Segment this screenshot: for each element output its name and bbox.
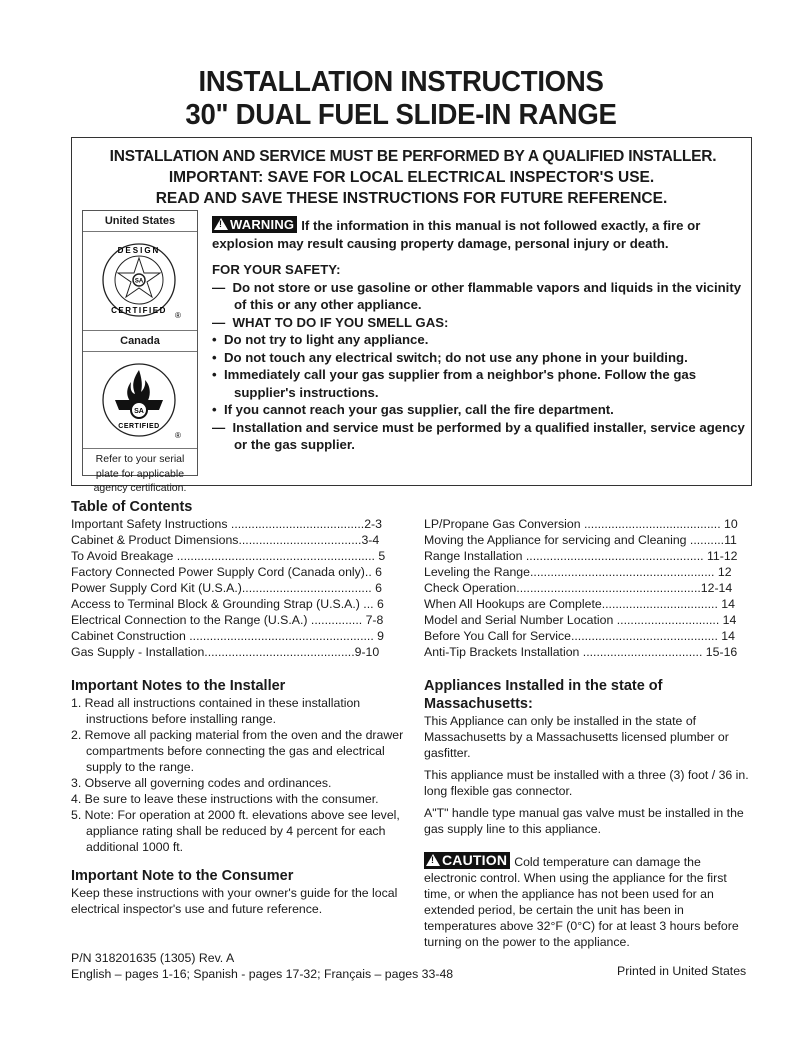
toc-item[interactable]: Gas Supply - Installation............................................9-10: [71, 645, 380, 659]
warning-badge: !WARNING: [212, 216, 297, 233]
toc-item[interactable]: Access to Terminal Block & Grounding Strap (U.S.A.) ... 6: [71, 597, 384, 611]
installer-note-item: 3. Observe all governing codes and ordinances.: [71, 776, 332, 790]
installer-notes-heading: Important Notes to the Installer: [71, 678, 286, 694]
toc-item[interactable]: Leveling the Range...................................................... 12: [424, 565, 732, 579]
toc-item[interactable]: Cabinet & Product Dimensions....................................3-4: [71, 533, 380, 547]
safety-item: — Installation and service must be performed by a qualified installer, service agency or the gas supplier.: [212, 419, 745, 452]
svg-text:CERTIFIED: CERTIFIED: [111, 306, 167, 315]
csa-certified-logo-icon: [83, 352, 197, 449]
toc-item[interactable]: To Avoid Breakage .......................................................... 5: [71, 549, 386, 563]
safety-item: • Do not touch any electrical switch; do not use any phone in your building.: [212, 349, 688, 365]
installer-note-item: 2. Remove all packing material from the oven and the drawer compartments before connecting the gas and electrical supply to the range.: [71, 728, 404, 774]
massachusetts-paragraph: This appliance must be installed with a three (3) foot / 36 in. long flexible gas connector.: [424, 768, 749, 798]
massachusetts-paragraph: This Appliance can only be installed in the state of Massachusetts by a Massachusetts licensed plumber or gasfitter.: [424, 714, 729, 760]
toc-item[interactable]: LP/Propane Gas Conversion ........................................ 10: [424, 517, 738, 531]
svg-text:®: ®: [175, 431, 181, 440]
document-title-line2: 30" DUAL FUEL SLIDE-IN RANGE: [185, 99, 617, 131]
consumer-note-text: Keep these instructions with your owner's guide for the local electrical inspector's use and future reference.: [71, 886, 398, 916]
language-pages: English – pages 1-16; Spanish - pages 17-32; Français – pages 33-48: [71, 967, 454, 981]
safety-item: • Immediately call your gas supplier from a neighbor's phone. Follow the gas supplier's instructions.: [212, 367, 697, 400]
toc-item[interactable]: Power Supply Cord Kit (U.S.A.)...................................... 6: [71, 581, 382, 595]
safety-item: — Do not store or use gasoline or other flammable vapors and liquids in the vicinity of this or any other appliance.: [212, 279, 742, 312]
svg-text:SA: SA: [134, 408, 144, 415]
toc-item[interactable]: Range Installation .................................................... 11-12: [424, 549, 738, 563]
notice-heading-save: READ AND SAVE THESE INSTRUCTIONS FOR FUTURE REFERENCE.: [155, 190, 668, 207]
svg-text:CERTIFIED: CERTIFIED: [118, 423, 160, 430]
toc-heading: Table of Contents: [71, 499, 193, 515]
cert-label-canada: Canada: [83, 331, 197, 352]
massachusetts-paragraph: A"T" handle type manual gas valve must be installed in the gas supply line to this appliance.: [424, 806, 744, 836]
toc-right-column: [424, 516, 764, 660]
toc-left-column: [71, 498, 411, 660]
notice-heading-inspector: IMPORTANT: SAVE FOR LOCAL ELECTRICAL INSPECTOR'S USE.: [168, 169, 655, 186]
svg-text:SA: SA: [134, 278, 144, 285]
massachusetts-heading: Appliances Installed in the state of Massachusetts:: [424, 678, 663, 712]
toc-item[interactable]: Moving the Appliance for servicing and Cleaning ..........11: [424, 533, 737, 547]
certification-panel: [82, 210, 198, 494]
toc-item[interactable]: Important Safety Instructions .......................................2-3: [71, 517, 382, 531]
alert-triangle-icon: [214, 218, 228, 230]
safety-list: [212, 261, 752, 454]
toc-item[interactable]: Anti-Tip Brackets Installation ................................... 15-16: [424, 645, 738, 659]
notice-heading-installer: INSTALLATION AND SERVICE MUST BE PERFORMED BY A QUALIFIED INSTALLER.: [109, 148, 717, 165]
installer-note-item: 4. Be sure to leave these instructions with the consumer.: [71, 792, 379, 806]
toc-item[interactable]: Cabinet Construction ...................................................... 9: [71, 629, 385, 643]
alert-triangle-icon: [426, 854, 440, 866]
installer-notes-section: [71, 677, 411, 855]
installer-note-item: 5. Note: For operation at 2000 ft. elevations above see level, appliance rating shall be reduced by 4 percent for each additional 1000 ft.: [71, 808, 400, 854]
cert-label-us: United States: [83, 211, 197, 232]
caution-block: [424, 852, 744, 950]
caution-badge: !CAUTION: [424, 852, 510, 869]
installer-note-item: 1. Read all instructions contained in these installation instructions before installing range.: [71, 696, 361, 726]
svg-text:®: ®: [175, 311, 181, 320]
caution-text: Cold temperature can damage the electronic control. When using the appliance for the first time, or when the appliance has not been used for an extended period, be certain the unit has been in temperatures above 32°F (0°C) for at least 3 hours before turning on the power to the appliance.: [424, 855, 739, 949]
safety-item: • If you cannot reach your gas supplier, call the fire department.: [212, 402, 614, 417]
safety-item: • Do not try to light any appliance.: [212, 332, 429, 347]
toc-item[interactable]: Before You Call for Service........................................... 14: [424, 629, 735, 643]
toc-item[interactable]: Model and Serial Number Location .............................. 14: [424, 613, 737, 627]
massachusetts-section: [424, 677, 759, 843]
toc-item[interactable]: When All Hookups are Complete.................................. 14: [424, 597, 735, 611]
toc-item[interactable]: Check Operation......................................................12-14: [424, 581, 733, 595]
printed-in: Printed in United States: [617, 964, 747, 978]
warning-text: If the information in this manual is not followed exactly, a fire or explosion may result causing property damage, personal injury or death.: [212, 218, 701, 251]
safety-notice-box: [71, 137, 752, 494]
safety-item: — WHAT TO DO IF YOU SMELL GAS:: [212, 314, 449, 330]
svg-text:DESIGN: DESIGN: [117, 246, 161, 255]
consumer-note-heading: Important Note to the Consumer: [71, 868, 294, 884]
part-number: P/N 318201635 (1305) Rev. A: [71, 951, 235, 965]
document-title-line1: INSTALLATION INSTRUCTIONS: [198, 66, 604, 98]
consumer-note-section: [71, 867, 411, 917]
safety-heading: FOR YOUR SAFETY:: [212, 262, 341, 277]
toc-item[interactable]: Factory Connected Power Supply Cord (Canada only).. 6: [71, 565, 383, 579]
design-certified-logo-icon: [83, 232, 197, 331]
warning-block: [212, 216, 752, 454]
cert-note: Refer to your serial plate for applicable agency certification.: [93, 453, 187, 494]
toc-item[interactable]: Electrical Connection to the Range (U.S.A.) ............... 7-8: [71, 613, 384, 627]
